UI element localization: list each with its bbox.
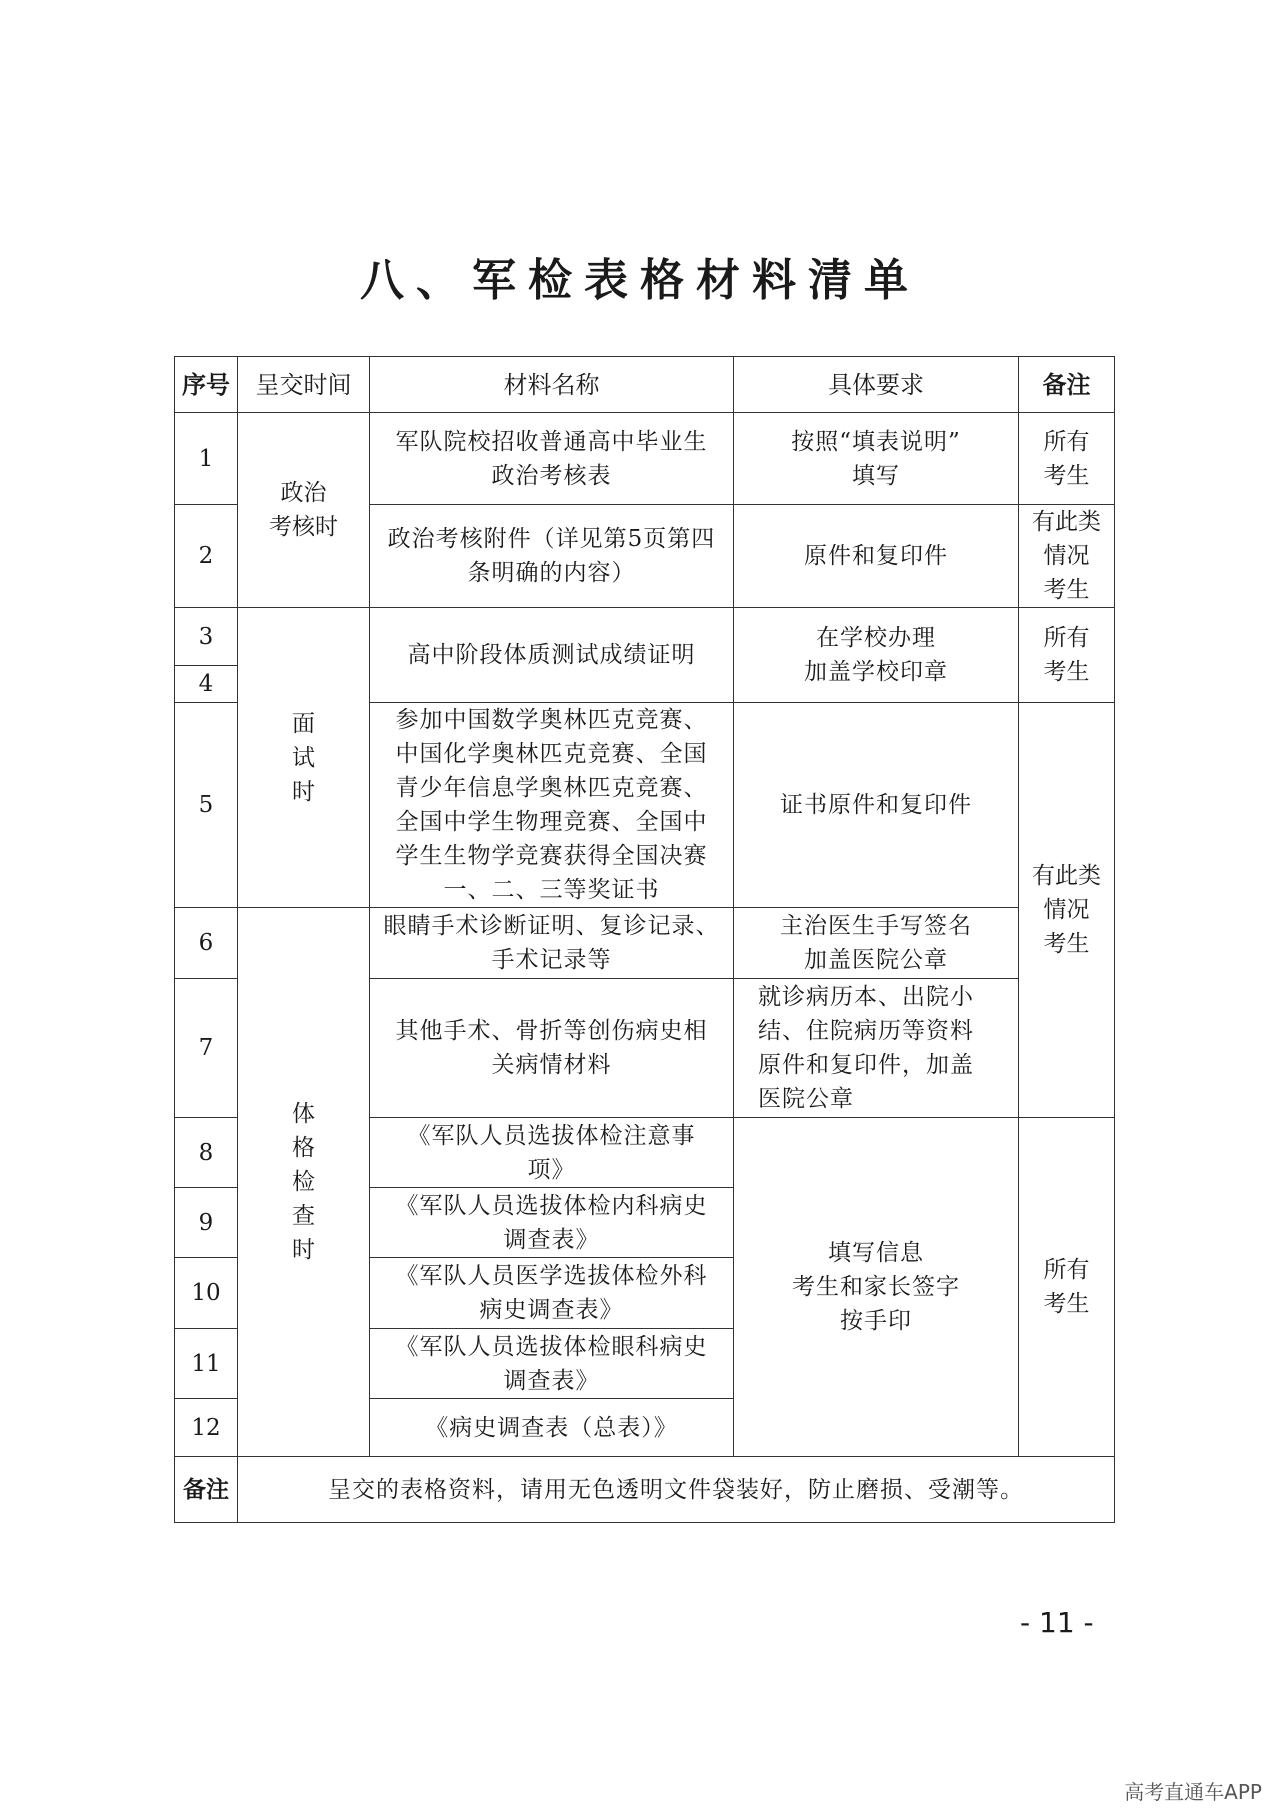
material-name: 眼睛手术诊断证明、复诊记录、 手术记录等 xyxy=(370,908,734,979)
material-name: 《军队人员选拔体检内科病史 调查表》 xyxy=(370,1188,734,1258)
requirement: 填写信息 考生和家长签字 按手印 xyxy=(734,1118,1019,1457)
header-name: 材料名称 xyxy=(370,357,734,413)
row-seq: 4 xyxy=(175,666,238,703)
page-title: 八、军检表格材料清单 xyxy=(360,255,920,306)
table-row xyxy=(175,608,1115,666)
row-seq: 5 xyxy=(175,703,238,908)
row-seq: 7 xyxy=(175,979,238,1118)
table-row xyxy=(175,908,1115,979)
row-seq: 11 xyxy=(175,1329,238,1399)
material-name: 《军队人员选拔体检眼科病史 调查表》 xyxy=(370,1329,734,1399)
material-name: 军队院校招收普通高中毕业生 政治考核表 xyxy=(370,413,734,505)
page-number: - 11 - xyxy=(1020,1606,1094,1639)
footer-label: 备注 xyxy=(175,1457,238,1523)
note: 所有 考生 xyxy=(1019,608,1115,703)
row-seq: 9 xyxy=(175,1188,238,1258)
material-name: 高中阶段体质测试成绩证明 xyxy=(370,608,734,703)
note: 所有 考生 xyxy=(1019,1118,1115,1457)
footer-text: 呈交的表格资料，请用无色透明文件袋装好，防止磨损、受潮等。 xyxy=(238,1457,1115,1523)
material-name: 政治考核附件（详见第5页第四 条明确的内容） xyxy=(370,505,734,608)
table-footer-row xyxy=(175,1457,1115,1523)
table-row xyxy=(175,413,1115,505)
material-name: 《军队人员医学选拔体检外科 病史调查表》 xyxy=(370,1258,734,1329)
material-name: 参加中国数学奥林匹克竞赛、 中国化学奥林匹克竞赛、全国 青少年信息学奥林匹克竞赛、 全国中学生物理竞赛、全国中 学生生物学竞赛获得全国决赛 一、二、三等奖证书 xyxy=(370,703,734,908)
watermark: 高考直通车APP xyxy=(1124,1780,1262,1804)
row-seq: 6 xyxy=(175,908,238,979)
requirement: 就诊病历本、出院小 结、住院病历等资料 原件和复印件，加盖 医院公章 xyxy=(734,979,1019,1118)
row-seq: 8 xyxy=(175,1118,238,1188)
requirement: 主治医生手写签名 加盖医院公章 xyxy=(734,908,1019,979)
header-time: 呈交时间 xyxy=(238,357,370,413)
material-name: 《军队人员选拔体检注意事 项》 xyxy=(370,1118,734,1188)
materials-table xyxy=(174,356,1115,1523)
row-seq: 12 xyxy=(175,1399,238,1457)
requirement: 按照“填表说明” 填写 xyxy=(734,413,1019,505)
header-requirement: 具体要求 xyxy=(734,357,1019,413)
header-note: 备注 xyxy=(1019,357,1115,413)
time-group-interview: 面 试 时 xyxy=(238,608,370,908)
row-seq: 10 xyxy=(175,1258,238,1329)
note: 有此类 情况 考生 xyxy=(1019,703,1115,1118)
time-group-physical: 体 格 检 查 时 xyxy=(238,908,370,1457)
note: 所有 考生 xyxy=(1019,413,1115,505)
row-seq: 3 xyxy=(175,608,238,666)
requirement: 证书原件和复印件 xyxy=(734,703,1019,908)
requirement: 在学校办理 加盖学校印章 xyxy=(734,608,1019,703)
row-seq: 1 xyxy=(175,413,238,505)
time-group-political: 政治 考核时 xyxy=(238,413,370,608)
note: 有此类 情况 考生 xyxy=(1019,505,1115,608)
material-name: 其他手术、骨折等创伤病史相 关病情材料 xyxy=(370,979,734,1118)
row-seq: 2 xyxy=(175,505,238,608)
material-name: 《病史调查表（总表）》 xyxy=(370,1399,734,1457)
requirement: 原件和复印件 xyxy=(734,505,1019,608)
table-header-row xyxy=(175,357,1115,413)
header-seq: 序号 xyxy=(175,357,238,413)
